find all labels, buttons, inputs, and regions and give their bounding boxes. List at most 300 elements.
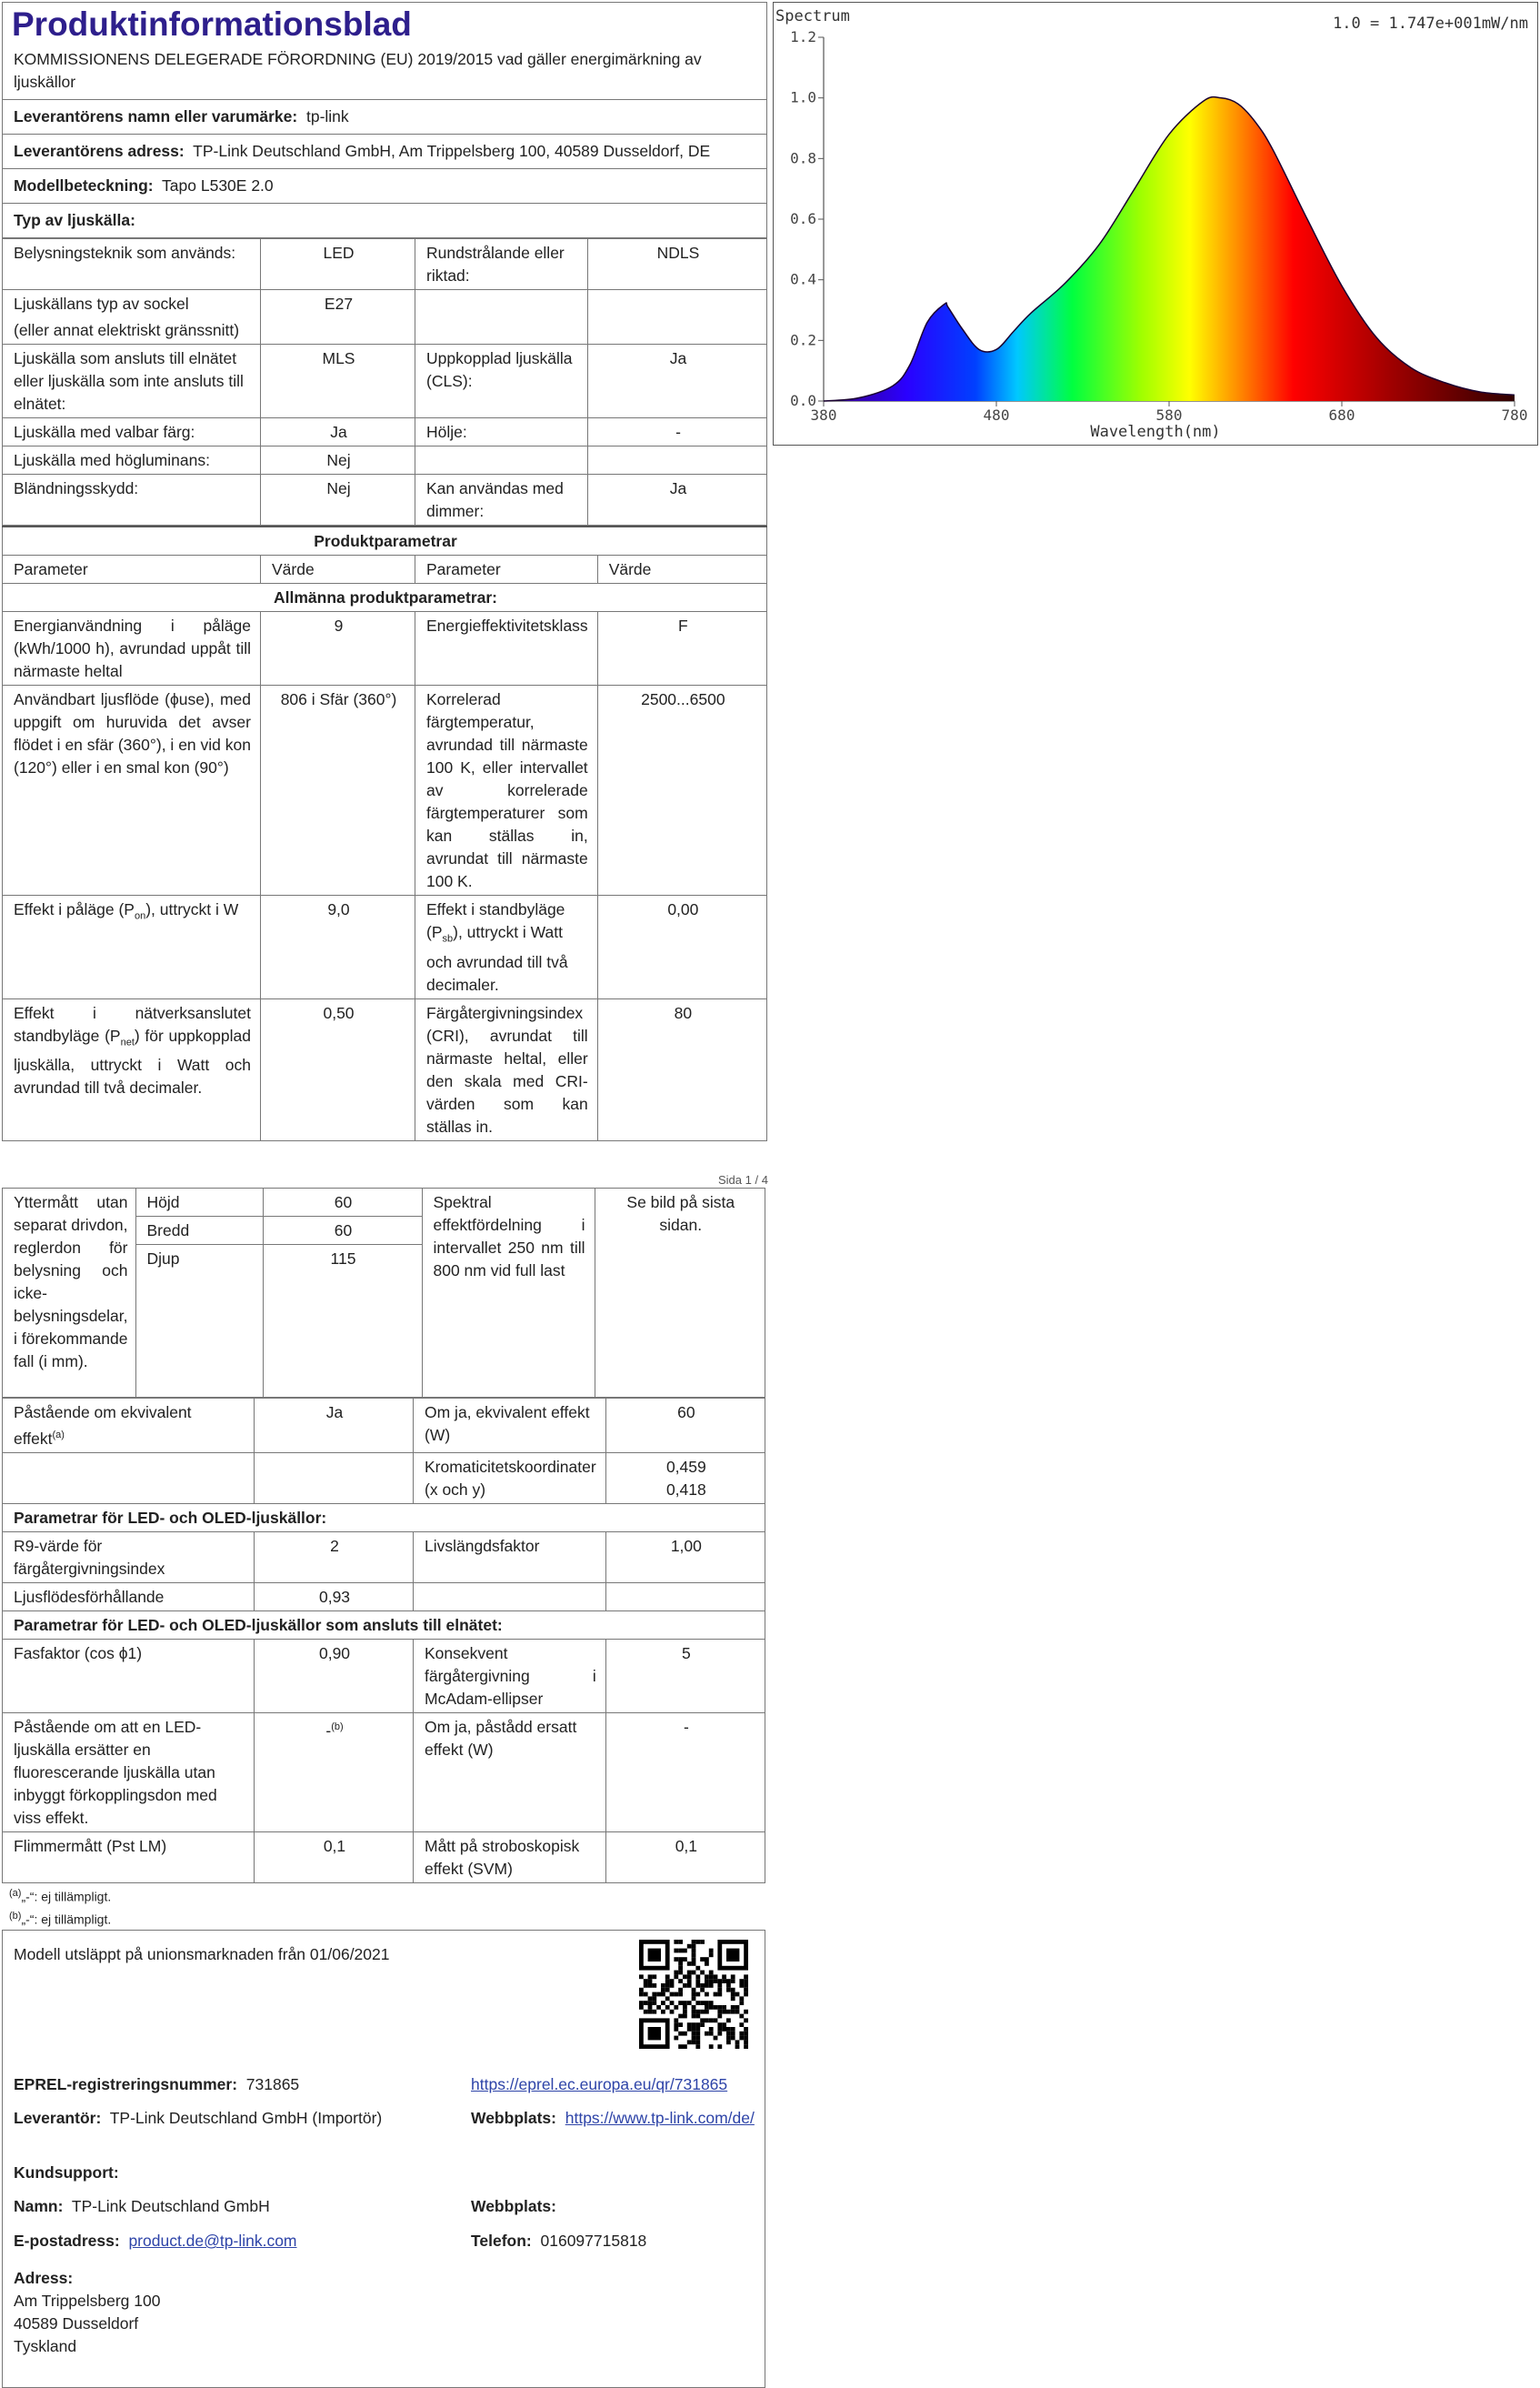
cell: -: [588, 418, 767, 446]
x-tick-label: 680: [1328, 406, 1355, 424]
table-row: [3, 1831, 765, 1882]
cell: Nej: [261, 475, 415, 526]
qr-module: [652, 1992, 656, 1997]
qr-module: [678, 2001, 683, 2005]
phone-row: [471, 2230, 646, 2253]
table-row: [3, 1503, 765, 1531]
footer-box: [2, 1930, 765, 2388]
cell: Hölje:: [415, 418, 588, 446]
email-row: [14, 2230, 297, 2253]
table-row: [3, 446, 767, 475]
qr-module: [695, 1966, 700, 1971]
qr-module: [639, 1975, 644, 1980]
qr-module: [692, 1944, 696, 1949]
qr-module: [731, 2032, 735, 2036]
qr-module: [726, 1988, 731, 1992]
qr-module: [674, 1940, 678, 1944]
qr-module: [692, 2032, 696, 2036]
qr-module: [717, 2005, 722, 2010]
qr-module: [731, 1979, 735, 1983]
cell: Färgåtergivningsindex (CRI), avrundat till närmaste heltal, eller den skala med CRI-värden som kan ställas in.: [415, 998, 598, 1140]
qr-module: [648, 1997, 653, 2002]
spectrum-chart: [773, 2, 1538, 446]
dim-value: 60: [263, 1217, 422, 1245]
qr-module: [674, 1957, 678, 1962]
supplier-value: tp-link: [305, 107, 349, 125]
cell: [3, 1399, 255, 1453]
qr-module: [674, 2022, 678, 2027]
qr-module: [692, 1957, 696, 1962]
qr-module: [687, 1983, 692, 1988]
qr-module: [648, 1983, 653, 1988]
qr-module: [665, 1975, 670, 1980]
qr-module: [739, 2001, 744, 2005]
qr-module: [744, 2036, 748, 2041]
cell-text: -: [325, 1721, 332, 1740]
qr-module: [709, 1949, 714, 1953]
table-row: [3, 1712, 765, 1831]
qr-module: [695, 2022, 700, 2027]
spd-label: Spektral effektfördelning i intervallet 250 nm till 800 nm vid full last: [422, 1189, 595, 1398]
cell: [414, 1582, 606, 1610]
qr-module: [739, 1979, 744, 1983]
qr-module: [692, 2010, 696, 2014]
cell-text: ), uttryckt i Watt och avrundad till två decimaler.: [426, 923, 568, 994]
cell-line: (eller annat elektriskt gränssnitt): [14, 321, 240, 339]
address-line: Am Trippelsberg 100: [14, 2292, 161, 2311]
cell: Kan användas med dimmer:: [415, 475, 588, 526]
table-row: [3, 475, 767, 526]
qr-module: [687, 1971, 692, 1975]
cell: F: [597, 612, 766, 686]
cell-text: Påstående om ekvivalent effekt: [14, 1403, 192, 1448]
email-link[interactable]: product.de@tp-link.com: [128, 2232, 297, 2251]
website-label: Webbplats:: [471, 2109, 556, 2128]
qr-module: [700, 2019, 705, 2023]
address-label: Leverantörens adress:: [14, 142, 185, 160]
qr-module: [695, 1975, 700, 1980]
qr-module: [683, 2014, 687, 2019]
superscript: (a): [52, 1430, 65, 1440]
cell: 0,1: [605, 1831, 765, 1882]
cell: 5: [605, 1639, 765, 1712]
qr-module: [731, 1997, 735, 2002]
cell: 9,0: [261, 896, 415, 999]
cell: 0,00: [597, 896, 766, 999]
subscript: sb: [442, 933, 454, 945]
support-name-row: [14, 2195, 270, 2218]
cell: 1,00: [605, 1531, 765, 1582]
table-row: [3, 998, 767, 1140]
qr-module: [644, 1983, 648, 1988]
eprel-link[interactable]: https://eprel.ec.europa.eu/qr/731865: [471, 2075, 728, 2094]
qr-module: [692, 1992, 696, 1997]
table-row: [3, 345, 767, 418]
regulation-subtitle: KOMMISSIONENS DELEGERADE FÖRORDNING (EU) 2019/2015 vad gäller energimärkning av ljuskällor: [2, 46, 767, 100]
email-label: E-postadress:: [14, 2232, 120, 2251]
cell: [415, 896, 598, 999]
qr-module: [726, 2019, 731, 2023]
qr-module: [705, 1957, 709, 1962]
eprel-label: EPREL-registreringsnummer:: [14, 2075, 238, 2094]
qr-module: [705, 1962, 709, 1966]
qr-module: [717, 1983, 722, 1988]
qr-module: [717, 2044, 722, 2049]
qr-module: [739, 2032, 744, 2036]
qr-module: [705, 2032, 709, 2036]
table-row: [3, 556, 767, 584]
cell: Ljuskälla med högluminans:: [3, 446, 261, 475]
led-header: Parametrar för LED- och OLED-ljuskällor:: [3, 1503, 765, 1531]
footnote-text: „-“: ej tillämpligt.: [21, 1912, 112, 1928]
qr-module: [695, 1940, 700, 1944]
cell: 2: [255, 1531, 414, 1582]
cell: Korrelerad färgtemperatur, avrundad till närmaste 100 K, eller intervallet av korrelerade färgtemperaturer som kan ställas in, avrundat till närmaste 100 K.: [415, 686, 598, 896]
qr-module: [678, 1988, 683, 1992]
cell: [605, 1452, 765, 1503]
qr-module: [705, 2019, 709, 2023]
general-header: Allmänna produktparametrar:: [3, 584, 767, 612]
qr-module: [652, 1997, 656, 2002]
qr-module: [695, 2032, 700, 2036]
table-row: [3, 686, 767, 896]
cell: MLS: [261, 345, 415, 418]
chroma-y: 0,418: [665, 1480, 706, 1499]
qr-module: [665, 1988, 670, 1992]
qr-module: [705, 1979, 709, 1983]
qr-module: [744, 2044, 748, 2049]
cell: R9-värde för färgåtergivningsindex: [3, 1531, 255, 1582]
qr-module: [692, 2036, 696, 2041]
cell: [3, 998, 261, 1140]
qr-code-icon[interactable]: [639, 1940, 748, 2049]
qr-module: [709, 1983, 714, 1988]
cell: Bländningsskydd:: [3, 475, 261, 526]
qr-module: [683, 1983, 687, 1988]
cell-text: ), uttryckt i W: [145, 900, 239, 918]
cell: Ljuskälla som ansluts till elnätet eller ljuskälla som inte ansluts till elnätet:: [3, 345, 261, 418]
params-table-2: [2, 1398, 765, 1883]
qr-module: [661, 2010, 665, 2014]
dim-value: 60: [263, 1189, 422, 1217]
qr-module: [726, 1979, 731, 1983]
qr-module: [692, 2005, 696, 2010]
support-header: Kundsupport:: [14, 2163, 119, 2182]
qr-module: [670, 2010, 675, 2014]
qr-module: [717, 1992, 722, 1997]
qr-module: [695, 1979, 700, 1983]
cell: Ja: [588, 345, 767, 418]
qr-module: [705, 1983, 709, 1988]
x-tick-label: 780: [1501, 406, 1528, 424]
cell: Mått på stroboskopisk effekt (SVM): [414, 1831, 606, 1882]
qr-module: [695, 2014, 700, 2019]
qr-module: [692, 1940, 696, 1944]
qr-module: [687, 1975, 692, 1980]
address-row: [2, 135, 767, 169]
column-header: Värde: [597, 556, 766, 584]
qr-module: [683, 1975, 687, 1980]
qr-module: [744, 2019, 748, 2023]
qr-module: [700, 2010, 705, 2014]
table-row: [3, 1582, 765, 1610]
eprel-row: [14, 2073, 299, 2096]
qr-module: [722, 2027, 726, 2032]
qr-module: [709, 1971, 714, 1975]
cell: [588, 446, 767, 475]
y-tick-label: 0.8: [790, 149, 816, 167]
cell: [415, 290, 588, 345]
cell: [3, 1452, 255, 1503]
cell: Energieffektivitetsklass: [415, 612, 598, 686]
qr-module: [674, 1975, 678, 1980]
qr-module: [692, 2027, 696, 2032]
x-tick-label: 580: [1155, 406, 1183, 424]
qr-module: [674, 2036, 678, 2041]
footnote-mark: (a): [9, 1887, 22, 1899]
qr-module: [735, 2010, 740, 2014]
dims-table: [2, 1188, 765, 1398]
cell: 0,93: [255, 1582, 414, 1610]
qr-module: [639, 1992, 644, 1997]
y-tick-label: 0.6: [790, 210, 816, 227]
cell: [605, 1582, 765, 1610]
footnote-a: [2, 1883, 765, 1907]
qr-module: [714, 2036, 718, 2041]
dim-value: 115: [263, 1245, 422, 1398]
spectrum-area: [824, 97, 1515, 401]
params-header: Produktparametrar: [3, 527, 767, 556]
qr-module: [678, 1992, 683, 1997]
spectrum-svg: [774, 3, 1537, 445]
qr-module: [695, 2001, 700, 2005]
qr-module: [678, 2044, 683, 2049]
qr-module: [665, 1979, 670, 1983]
cell: Fasfaktor (cos ϕ1): [3, 1639, 255, 1712]
qr-module: [665, 2005, 670, 2010]
qr-module: [700, 1983, 705, 1988]
qr-module: [731, 2010, 735, 2014]
qr-module: [692, 1997, 696, 2002]
cell-text: Effekt i nätverksanslutet standbyläge (P: [14, 1003, 251, 1045]
column-header: Parameter: [3, 556, 261, 584]
qr-module: [687, 2041, 692, 2045]
qr-module: [661, 1988, 665, 1992]
website-link[interactable]: https://www.tp-link.com/de/: [565, 2109, 755, 2128]
qr-module: [674, 2005, 678, 2010]
qr-module: [687, 1962, 692, 1966]
qr-module: [726, 2041, 731, 2045]
qr-module: [731, 2005, 735, 2010]
subscript: net: [120, 1037, 135, 1048]
cell: Påstående om att en LED-ljuskälla ersätter en fluorescerande ljuskälla utan inbyggt förkopplingsdon med viss effekt.: [3, 1712, 255, 1831]
qr-module: [722, 2010, 726, 2014]
qr-module: [639, 2001, 644, 2005]
table-row: [3, 290, 767, 345]
qr-module: [722, 2022, 726, 2027]
qr-module: [665, 1983, 670, 1988]
chart-annotation: 1.0 = 1.747e+001mW/nm: [1333, 15, 1528, 33]
model-row: [2, 169, 767, 204]
qr-module: [722, 2005, 726, 2010]
address-value: TP-Link Deutschland GmbH, Am Trippelsberg 100, 40589 Dusseldorf, DE: [193, 142, 711, 160]
qr-module: [648, 2027, 661, 2040]
qr-module: [674, 1971, 678, 1975]
qr-module: [678, 2032, 683, 2036]
qr-module: [683, 2005, 687, 2010]
qr-module: [678, 2014, 683, 2019]
qr-module: [726, 2010, 731, 2014]
table-row: [3, 896, 767, 999]
table-row: [3, 1452, 765, 1503]
qr-module: [683, 2032, 687, 2036]
y-tick-label: 0.0: [790, 392, 816, 409]
qr-module: [678, 1957, 683, 1962]
qr-module: [687, 2027, 692, 2032]
cell: Rundstrålande eller riktad:: [415, 239, 588, 290]
qr-module: [661, 2001, 665, 2005]
cell: [3, 290, 261, 345]
qr-module: [735, 2041, 740, 2045]
cell: Ljusflödesförhållande: [3, 1582, 255, 1610]
release-date: Modell utsläppt på unionsmarknaden från 01/06/2021: [14, 1945, 390, 1964]
qr-module: [714, 1979, 718, 1983]
qr-module: [726, 2032, 731, 2036]
qr-module: [744, 1975, 748, 1980]
cell: 9: [261, 612, 415, 686]
qr-module: [678, 1966, 683, 1971]
qr-module: [717, 2014, 722, 2019]
model-value: Tapo L530E 2.0: [162, 176, 274, 195]
y-tick-label: 0.4: [790, 270, 816, 288]
qr-module: [692, 1971, 696, 1975]
qr-module: [656, 2005, 661, 2010]
qr-module: [739, 2022, 744, 2027]
qr-module: [652, 2001, 656, 2005]
qr-module: [656, 1992, 661, 1997]
qr-module: [744, 1988, 748, 1992]
qr-module: [652, 1975, 656, 1980]
qr-module: [714, 1975, 718, 1980]
cell: Ja: [588, 475, 767, 526]
cell: Ja: [255, 1399, 414, 1453]
qr-module: [714, 1992, 718, 1997]
qr-module: [744, 2032, 748, 2036]
qr-module: [678, 1940, 683, 1944]
x-axis-label: Wavelength(nm): [1090, 423, 1221, 441]
qr-module: [714, 2005, 718, 2010]
qr-module: [717, 1979, 722, 1983]
qr-module: [670, 2001, 675, 2005]
qr-module: [670, 1979, 675, 1983]
address-line: Tyskland: [14, 2337, 77, 2356]
qr-module: [692, 1988, 696, 1992]
qr-module: [639, 2005, 644, 2010]
superscript: (b): [331, 1721, 344, 1732]
qr-module: [705, 2001, 709, 2005]
qr-module: [744, 2010, 748, 2014]
qr-module: [644, 2010, 648, 2014]
cell-text: Effekt i standbyläge (P: [426, 900, 565, 941]
qr-module: [683, 1957, 687, 1962]
cell: Livslängdsfaktor: [414, 1531, 606, 1582]
qr-module: [670, 1992, 675, 1997]
qr-module: [744, 1983, 748, 1988]
qr-module: [683, 2010, 687, 2014]
cell: [3, 896, 261, 999]
supplier-footer-label: Leverantör:: [14, 2109, 102, 2128]
eprel-link-row: [471, 2073, 727, 2096]
qr-module: [739, 2014, 744, 2019]
cell: [255, 1712, 414, 1831]
qr-module: [678, 1949, 683, 1953]
chart-title: Spectrum: [775, 7, 850, 25]
qr-module: [739, 1997, 744, 2002]
qr-module: [670, 1983, 675, 1988]
qr-module: [695, 2027, 700, 2032]
type-header: Typ av ljuskälla:: [2, 204, 767, 238]
name-label: Namn:: [14, 2197, 64, 2216]
qr-module: [709, 2027, 714, 2032]
table-row: [3, 527, 767, 556]
table-row: [3, 418, 767, 446]
dim-key: Höjd: [135, 1189, 263, 1217]
qr-module: [717, 2027, 722, 2032]
cell: Ljuskälla med valbar färg:: [3, 418, 261, 446]
qr-module: [678, 1979, 683, 1983]
qr-module: [744, 1992, 748, 1997]
qr-module: [709, 2044, 714, 2049]
info-sheet-page-2: [2, 1188, 765, 2388]
qr-module: [695, 1983, 700, 1988]
qr-module: [705, 2010, 709, 2014]
cell: [255, 1452, 414, 1503]
qr-module: [648, 2010, 653, 2014]
column-header: Parameter: [415, 556, 598, 584]
footnote-mark: (b): [9, 1911, 22, 1922]
type-table: [2, 238, 767, 526]
qr-module: [714, 2019, 718, 2023]
qr-module: [735, 2044, 740, 2049]
qr-module: [705, 1975, 709, 1980]
y-tick-label: 1.2: [790, 28, 816, 45]
qr-module: [709, 2005, 714, 2010]
mains-header: Parametrar för LED- och OLED-ljuskällor som ansluts till elnätet:: [3, 1610, 765, 1639]
cell: Kromaticitetskoordinater (x och y): [414, 1452, 606, 1503]
supplier-footer-value: TP-Link Deutschland GmbH (Importör): [109, 2109, 383, 2128]
cell: Energianvändning i påläge (kWh/1000 h), avrundad uppåt till närmaste heltal: [3, 612, 261, 686]
qr-module: [744, 2041, 748, 2045]
cell: Flimmermått (Pst LM): [3, 1831, 255, 1882]
cell: 0,50: [261, 998, 415, 1140]
supplier-footer-row: [14, 2107, 382, 2130]
address-footer-label: Adress:: [14, 2269, 74, 2288]
qr-module: [648, 1975, 653, 1980]
cell: -: [605, 1712, 765, 1831]
qr-module: [678, 2022, 683, 2027]
qr-module: [695, 2036, 700, 2041]
table-row: [3, 1399, 765, 1453]
cell: [588, 290, 767, 345]
cell: Användbart ljusflöde (ϕuse), med uppgift om huruvida det avser flödet i en sfär (360°), i en vid kon (120°) eller i en smal kon (90°): [3, 686, 261, 896]
cell: Ja: [261, 418, 415, 446]
qr-module: [717, 2032, 722, 2036]
qr-module: [744, 2027, 748, 2032]
qr-module: [709, 2019, 714, 2023]
phone-label: Telefon:: [471, 2232, 532, 2251]
cell: NDLS: [588, 239, 767, 290]
dims-label: Yttermått utan separat drivdon, reglerdon för belysning och icke-belysningsdelar, i förekommande fall (i mm).: [3, 1189, 136, 1398]
